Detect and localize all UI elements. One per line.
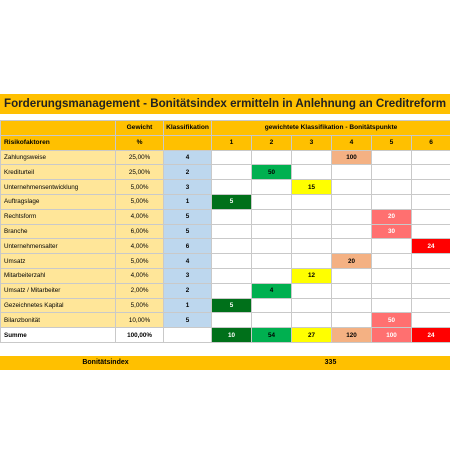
gewicht-cell[interactable]: 5,00% <box>116 180 164 195</box>
header-col-6: 6 <box>412 135 450 150</box>
weighted-cell <box>332 180 372 195</box>
table-row <box>1 165 450 180</box>
gewicht-cell[interactable]: 2,00% <box>116 283 164 298</box>
weighted-cell <box>252 313 292 328</box>
weighted-cell <box>332 224 372 239</box>
weighted-cell <box>292 165 332 180</box>
risikofaktor-label: Unternehmensentwicklung <box>1 180 116 195</box>
summe-value: 27 <box>292 328 332 343</box>
weighted-cell <box>412 180 450 195</box>
risikofaktor-label: Umsatz <box>1 254 116 269</box>
weighted-cell <box>292 283 332 298</box>
weighted-cell <box>372 268 412 283</box>
summe-blank <box>164 328 212 343</box>
weighted-cell: 24 <box>412 239 450 254</box>
weighted-cell: 12 <box>292 268 332 283</box>
gewicht-cell[interactable]: 25,00% <box>116 150 164 165</box>
bonitaetsindex-value: 335 <box>324 359 337 366</box>
gewicht-cell[interactable]: 10,00% <box>116 313 164 328</box>
gewicht-cell[interactable]: 25,00% <box>116 165 164 180</box>
weighted-cell <box>372 165 412 180</box>
table-row <box>1 239 450 254</box>
weighted-cell <box>412 298 450 313</box>
weighted-cell <box>412 254 450 269</box>
weighted-cell <box>252 194 292 209</box>
header-col-1: 1 <box>212 135 252 150</box>
klassifikation-cell[interactable]: 2 <box>164 283 212 298</box>
weighted-cell: 4 <box>252 283 292 298</box>
sheet-title: Forderungsmanagement - Bonitätsindex ermitteln in Anlehnung an Creditreform <box>0 94 450 114</box>
weighted-cell <box>292 224 332 239</box>
weighted-cell <box>212 209 252 224</box>
weighted-cell <box>332 283 372 298</box>
weighted-cell <box>212 254 252 269</box>
header-klassifikation: Klassifikation <box>164 121 212 136</box>
weighted-cell: 5 <box>212 298 252 313</box>
weighted-cell <box>332 194 372 209</box>
weighted-cell <box>292 254 332 269</box>
weighted-cell <box>332 209 372 224</box>
summe-value: 120 <box>332 328 372 343</box>
gewicht-cell[interactable]: 5,00% <box>116 298 164 313</box>
header-klass-blank <box>164 135 212 150</box>
summe-value: 10 <box>212 328 252 343</box>
weighted-cell <box>412 283 450 298</box>
klassifikation-cell[interactable]: 3 <box>164 180 212 195</box>
weighted-cell <box>372 239 412 254</box>
weighted-cell <box>332 298 372 313</box>
header-col-5: 5 <box>372 135 412 150</box>
klassifikation-cell[interactable]: 4 <box>164 254 212 269</box>
header-row-2 <box>1 135 450 150</box>
gewicht-cell[interactable]: 4,00% <box>116 268 164 283</box>
weighted-cell <box>292 313 332 328</box>
weighted-cell: 100 <box>332 150 372 165</box>
header-col-2: 2 <box>252 135 292 150</box>
weighted-cell <box>292 239 332 254</box>
klassifikation-cell[interactable]: 5 <box>164 313 212 328</box>
weighted-cell <box>212 239 252 254</box>
klassifikation-cell[interactable]: 6 <box>164 239 212 254</box>
weighted-cell <box>252 254 292 269</box>
klassifikation-cell[interactable]: 5 <box>164 209 212 224</box>
weighted-cell <box>412 224 450 239</box>
table-row <box>1 313 450 328</box>
gewicht-cell[interactable]: 4,00% <box>116 209 164 224</box>
weighted-cell <box>292 209 332 224</box>
weighted-cell <box>252 268 292 283</box>
weighted-cell <box>412 313 450 328</box>
weighted-cell <box>372 298 412 313</box>
weighted-cell <box>212 224 252 239</box>
weighted-cell <box>332 165 372 180</box>
klassifikation-cell[interactable]: 3 <box>164 268 212 283</box>
header-gewicht: Gewicht <box>116 121 164 136</box>
gewicht-cell[interactable]: 5,00% <box>116 254 164 269</box>
weighted-cell <box>212 150 252 165</box>
risikofaktor-label: Gezeichnetes Kapital <box>1 298 116 313</box>
table-row <box>1 224 450 239</box>
header-weighted: gewichtete Klassifikation - Bonitätspunkte <box>212 121 450 136</box>
weighted-cell <box>252 224 292 239</box>
table-row <box>1 150 450 165</box>
header-col-3: 3 <box>292 135 332 150</box>
weighted-cell <box>212 313 252 328</box>
table-row <box>1 283 450 298</box>
weighted-cell <box>332 313 372 328</box>
header-percent: % <box>116 135 164 150</box>
weighted-cell <box>252 150 292 165</box>
weighted-cell <box>412 209 450 224</box>
klassifikation-cell[interactable]: 2 <box>164 165 212 180</box>
risikofaktor-label: Umsatz / Mitarbeiter <box>1 283 116 298</box>
weighted-cell <box>212 283 252 298</box>
weighted-cell <box>372 254 412 269</box>
risikofaktor-label: Krediturteil <box>1 165 116 180</box>
weighted-cell <box>292 298 332 313</box>
risikofaktor-label: Unternehmensalter <box>1 239 116 254</box>
weighted-cell: 20 <box>332 254 372 269</box>
weighted-cell <box>372 180 412 195</box>
weighted-cell <box>252 298 292 313</box>
weighted-cell: 50 <box>252 165 292 180</box>
header-col-4: 4 <box>332 135 372 150</box>
weighted-cell <box>332 268 372 283</box>
summe-gewicht: 100,00% <box>116 328 164 343</box>
summe-row <box>1 328 450 343</box>
table-row <box>1 268 450 283</box>
weighted-cell <box>212 180 252 195</box>
klassifikation-cell[interactable]: 5 <box>164 224 212 239</box>
weighted-cell <box>412 194 450 209</box>
summe-value: 54 <box>252 328 292 343</box>
table-row <box>1 180 450 195</box>
weighted-cell <box>332 239 372 254</box>
rating-table <box>0 120 450 343</box>
weighted-cell: 20 <box>372 209 412 224</box>
risikofaktor-label: Zahlungsweise <box>1 150 116 165</box>
weighted-cell <box>412 268 450 283</box>
risikofaktor-label: Auftragslage <box>1 194 116 209</box>
weighted-cell: 50 <box>372 313 412 328</box>
weighted-cell <box>292 194 332 209</box>
table-row <box>1 209 450 224</box>
header-row-1 <box>1 121 450 136</box>
gewicht-cell[interactable]: 4,00% <box>116 239 164 254</box>
bonitaetsindex-row <box>0 356 450 370</box>
table-row <box>1 194 450 209</box>
weighted-cell <box>412 150 450 165</box>
weighted-cell: 30 <box>372 224 412 239</box>
weighted-cell: 5 <box>212 194 252 209</box>
header-risikofaktoren: Risikofaktoren <box>1 135 116 150</box>
weighted-cell <box>212 165 252 180</box>
weighted-cell <box>252 180 292 195</box>
klassifikation-cell[interactable]: 4 <box>164 150 212 165</box>
weighted-cell <box>412 165 450 180</box>
table-row <box>1 298 450 313</box>
risikofaktor-label: Branche <box>1 224 116 239</box>
weighted-cell <box>292 150 332 165</box>
summe-value: 24 <box>412 328 450 343</box>
weighted-cell <box>212 268 252 283</box>
table-row <box>1 254 450 269</box>
klassifikation-cell[interactable]: 1 <box>164 298 212 313</box>
bonitaetsindex-label: Bonitätsindex <box>82 359 129 366</box>
weighted-cell: 15 <box>292 180 332 195</box>
summe-label: Summe <box>1 328 116 343</box>
weighted-cell <box>372 283 412 298</box>
risikofaktor-label: Rechtsform <box>1 209 116 224</box>
risikofaktor-label: Mitarbeiterzahl <box>1 268 116 283</box>
header-blank <box>1 121 116 136</box>
weighted-cell <box>372 150 412 165</box>
weighted-cell <box>252 239 292 254</box>
summe-value: 100 <box>372 328 412 343</box>
weighted-cell <box>372 194 412 209</box>
gewicht-cell[interactable]: 6,00% <box>116 224 164 239</box>
klassifikation-cell[interactable]: 1 <box>164 194 212 209</box>
gewicht-cell[interactable]: 5,00% <box>116 194 164 209</box>
risikofaktor-label: Bilanzbonität <box>1 313 116 328</box>
weighted-cell <box>252 209 292 224</box>
